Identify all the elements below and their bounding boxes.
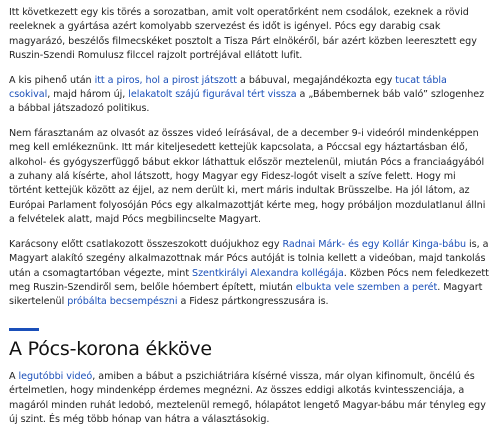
- inline-link[interactable]: elbukta vele szemben a perét: [295, 281, 438, 293]
- inline-link[interactable]: Szentkirályi Alexandra kollégája: [192, 267, 344, 279]
- paragraph-text: , majd három új,: [47, 89, 129, 101]
- inline-link[interactable]: Radnai Márk- és egy Kollár Kinga-bábu: [282, 238, 467, 250]
- inline-link[interactable]: legutóbbi videó: [18, 370, 93, 382]
- paragraph-text: Nem fárasztanám az olvasót az összes videó leírásával, de a december 9-i videóról mindenképpen meg kell emlékeznünk. Itt már kiteljesedett kettejük kapcsolata, a Póccsal egy háztartásban élő, alkohol- és gyógyszerfüggő bábut ekkor láthattuk először meztelenül, miután Pócs a franciaágyából a zuhany alá kísérte, ahol látszott, hogy Magyar egy Fidesz-logót viselt a szíve felett. Hogy mi történt kettejük között az éjjel, az nem derült ki, mert máris indultak Brüsszelbe. Ha jól látom, az Európai Parlament folyosóján Pócs egy alkalmazottját kérte meg, hogy próbáljon mozdulatlanul állni a felvételek alatt, majd Pócs megbilincselte Magyart.: [9, 127, 486, 226]
- paragraph-text: A: [9, 370, 19, 382]
- paragraph-1: [9, 6, 490, 64]
- inline-link[interactable]: próbálta becsempészni: [67, 296, 178, 308]
- inline-link[interactable]: itt a piros, hol a pirost játszott: [94, 74, 237, 86]
- paragraph-text: Itt következett egy kis törés a sorozatban, amit volt operatőrként nem csodálok, ezeknek a rövid reeleknek a gyártása azért komolyabb szervezést és időt is igényel. Pócs egy darabig csak magyarázó, beszélős filmecskéket posztolt a Tisza Párt elnökéről, bár azért közben leeresztett egy Ruszin-Szendi Romulusz filccel rajzolt portréjával ellátott lufit.: [9, 7, 477, 62]
- inline-link[interactable]: tucat tábla csokival: [9, 74, 447, 101]
- section-heading: A Pócs-korona ékköve: [9, 337, 212, 360]
- paragraph-text: , amiben a bábut a pszichiátriára kísérné vissza, már olyan kifinomult, öncélú és értelmetlen, hogy mindenképp érdemes megnézni. Az összes eddigi alkotás kvintesszenciája, a magáról minden ruhát ledobó, meztelenül remegő, hólapátot lengető Magyar-bábu már tényleg egy új szint. És még több hónap van hátra a választásokig.: [9, 370, 486, 425]
- paragraph-5: [9, 370, 490, 427]
- section-divider: [9, 328, 39, 331]
- paragraph-2: [9, 74, 490, 117]
- paragraph-4: [9, 238, 490, 310]
- inline-link[interactable]: lelakatolt szájú figurával tért vissza: [128, 89, 297, 101]
- paragraph-text: . Magyart sikertelenül: [9, 281, 483, 308]
- paragraph-3: [9, 127, 490, 228]
- paragraph-text: A kis pihenő után: [9, 74, 95, 86]
- paragraph-text: a Fidesz pártkongresszusára is.: [177, 296, 329, 308]
- paragraph-text: Karácsony előtt csatlakozott összeszokott duójukhoz egy: [9, 238, 283, 250]
- paragraph-text: a bábuval, megajándékozta egy: [237, 74, 396, 86]
- paragraph-text: . Közben Pócs nem feledkezett meg Ruszin-Szendiről sem, belőle hóembert épített, miután: [9, 267, 489, 293]
- paragraph-text: is, a Magyart alakító szegény alkalmazottnak már Pócs autóját is tolnia kellett a videóban, majd tankolás után a csomagtartóban végezte, mint: [9, 238, 489, 279]
- paragraph-text: a „Bábembernek báb való” szlogenhez a bábbal játszadozó politikus.: [9, 89, 485, 115]
